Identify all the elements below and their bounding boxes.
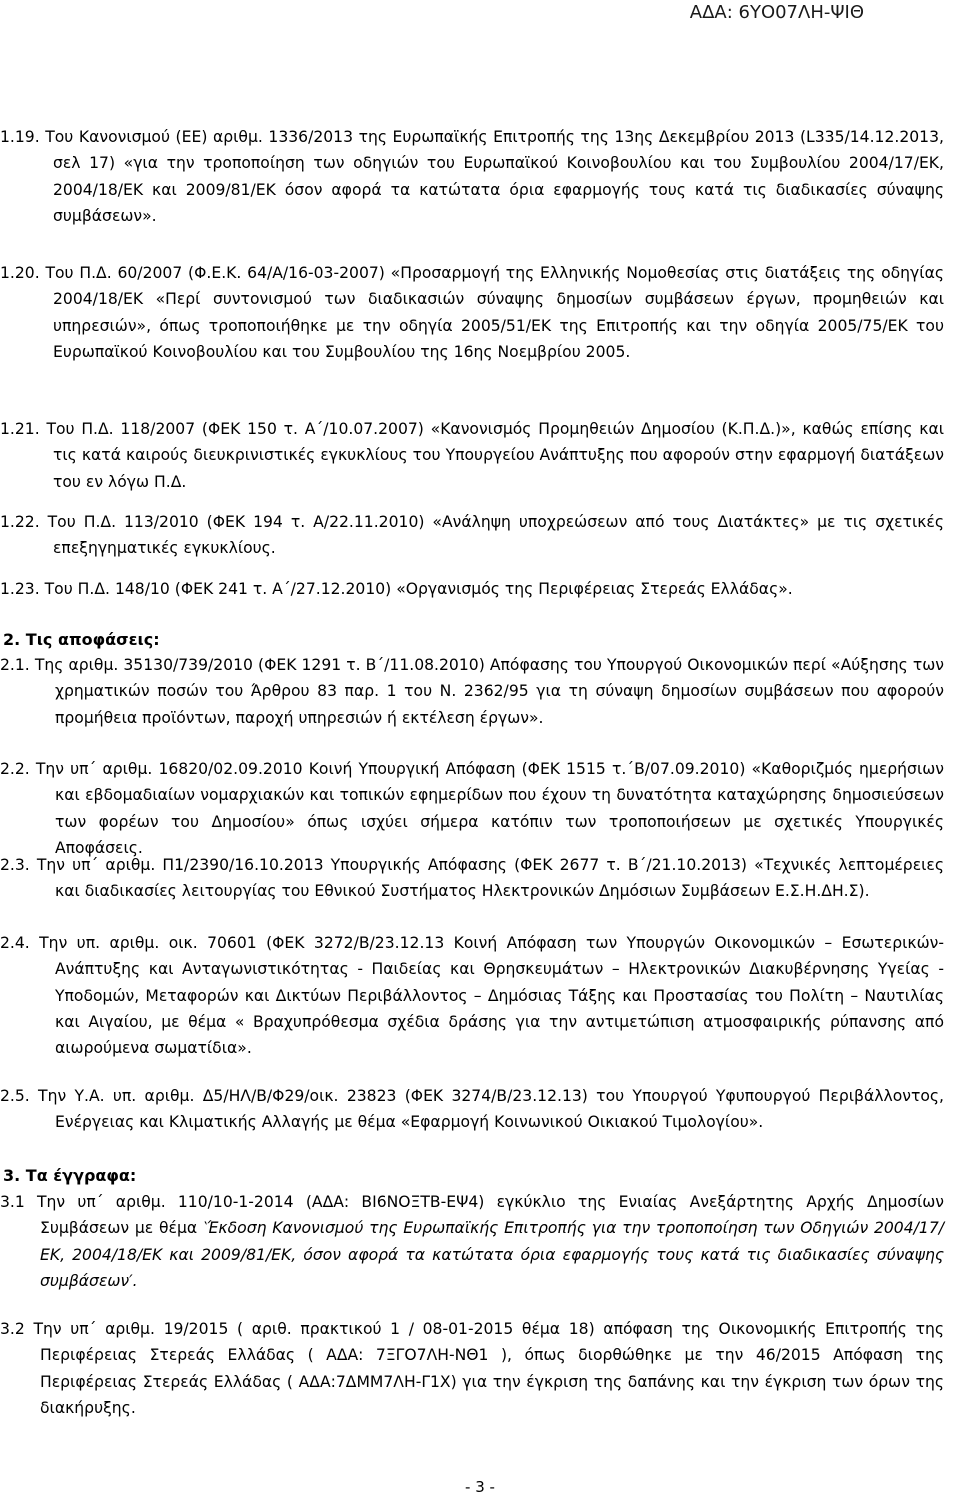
ada-code: ΑΔΑ: 6ΥΟ07ΛΗ-ΨΙΘ <box>689 2 864 23</box>
item-2-3: 2.3. Την υπ΄ αριθμ. Π1/2390/16.10.2013 Υπουργικής Απόφασης (ΦΕΚ 2677 τ. Β΄/21.10.2013) «Τεχνικές λεπτομέρειες και διαδικασίες λειτουργίας του Εθνικού Συστήματος Ηλεκτρονικών Δημόσιων Συμβάσεων Ε.Σ.Η.ΔΗ.Σ). <box>0 856 944 901</box>
item-1-20: 1.20. Του Π.Δ. 60/2007 (Φ.Ε.Κ. 64/Α/16-03-2007) «Προσαρμογή της Ελληνικής Νομοθεσίας στις διατάξεις της οδηγίας 2004/18/ΕΚ «Περί συντονισμού των διαδικασιών σύναψης δημοσίων συμβάσεων έργων, προμηθειών και υπηρεσιών», όπως τροποποιήθηκε με την οδηγία 2005/51/ΕΚ της Επιτροπής και την οδηγία 2005/75/ΕΚ του Ευρωπαϊκού Κοινοβουλίου και του Συμβουλίου της 16ης Νοεμβρίου 2005. <box>0 264 944 361</box>
item-1-21: 1.21. Του Π.Δ. 118/2007 (ΦΕΚ 150 τ. Α΄/10.07.2007) «Κανονισμός Προμηθειών Δημοσίου (Κ.Π.Δ.)», καθώς επίσης και τις κατά καιρούς διευκρινιστικές εγκυκλίους του Υπουργείου Ανάπτυξης που αφορούν στην εφαρμογή διατάξεων του εν λόγω Π.Δ. <box>0 420 944 491</box>
item-1-23: 1.23. Του Π.Δ. 148/10 (ΦΕΚ 241 τ. Α΄/27.12.2010) «Οργανισμός της Περιφέρειας Στερεάς Ελλάδας». <box>0 580 793 598</box>
item-2-5: 2.5. Την Υ.Α. υπ. αριθμ. Δ5/ΗΛ/Β/Φ29/οικ. 23823 (ΦΕΚ 3274/Β/23.12.13) του Υπουργού Υφυπουργού Περιβάλλοντος, Ενέργειας και Κλιματικής Αλλαγής με θέμα «Εφαρμογή Κοινωνικού Οικιακού Τιμολογίου». <box>0 1087 944 1132</box>
item-2-4: 2.4. Την υπ. αριθμ. οικ. 70601 (ΦΕΚ 3272/Β/23.12.13 Κοινή Απόφαση των Υπουργών Οικονομικών – Εσωτερικών- Ανάπτυξης και Ανταγωνιστικότητας - Παιδείας και Θρησκευμάτων – Ηλεκτρονικών Διακυβέρνησης Υγείας - Υποδομών, Μεταφορών και Δικτύων Περιβάλλοντος – Δημόσιας Τάξης και Προστασίας του Πολίτη – Ναυτιλίας και Αιγαίου, με θέμα « Βραχυπρόθεσμα σχέδια δράσης για την αντιμετώπιση ατμοσφαιρικής ρύπανσης από αιωρούμενα σωματίδια». <box>0 934 944 1058</box>
item-1-19: 1.19. Του Κανονισμού (ΕΕ) αριθμ. 1336/2013 της Ευρωπαϊκής Επιτροπής της 13ης Δεκεμβρίου 2013 (L335/14.12.2013, σελ 17) «για την τροποποίηση των οδηγιών του Ευρωπαϊκού Κοινοβουλίου και του Συμβουλίου 2004/17/ΕΚ, 2004/18/ΕΚ και 2009/81/ΕΚ όσον αφορά τα κατώτατα όρια εφαρμογής τους κατά τις διαδικασίες σύναψης συμβάσεων». <box>0 128 944 225</box>
item-3-2: 3.2 Την υπ΄ αριθμ. 19/2015 ( αριθ. πρακτικού 1 / 08-01-2015 θέμα 18) απόφαση της Οικονομικής Επιτροπής της Περιφέρειας Στερεάς Ελλάδας ( ΑΔΑ: 7ΞΓΟ7ΛΗ-ΝΘ1 ), όπως διορθώθηκε με την 46/2015 Απόφαση της Περιφέρειας Στερεάς Ελλάδας ( ΑΔΑ:7ΔΜΜ7ΛΗ-Γ1Χ) για την έγκριση της δαπάνης και την έγκριση των όρων της διακήρυξης. <box>0 1320 944 1417</box>
item-3-1-subject: ‵Έκδοση Κανονισμού της Ευρωπαϊκής Επιτροπής για την τροποποίηση των Οδηγιών 2004/17/ΕΚ, 2004/18/ΕΚ και 2009/81/ΕΚ, όσον αφορά τα κατώτατα όρια εφαρμογής τους κατά τις διαδικασίες σύναψης συμβάσεων′. <box>40 1219 944 1290</box>
section-3-heading: 3. Τα έγγραφα: <box>3 1166 137 1185</box>
item-2-2: 2.2. Την υπ΄ αριθμ. 16820/02.09.2010 Κοινή Υπουργική Απόφαση (ΦΕΚ 1515 τ.΄Β/07.09.2010) «Καθοριζμός ημερήσιων και εβδομαδιαίων νομαρχιακών και τοπικών εφημερίδων που έχουν τη δυνατότητα καταχώρησης δημοσιεύσεων των φορέων του Δημοσίου» όπως ισχύει σήμερα κατόπιν των τροποποιήσεων με σχετικές Υπουργικές Αποφάσεις. <box>0 760 944 857</box>
item-1-22: 1.22. Του Π.Δ. 113/2010 (ΦΕΚ 194 τ. Α/22.11.2010) «Ανάληψη υποχρεώσεων από τους Διατάκτες» με τις σχετικές επεξηγηματικές εγκυκλίους. <box>0 513 944 558</box>
item-3-1 <box>0 1189 944 1294</box>
section-2-heading: 2. Τις αποφάσεις: <box>3 630 160 649</box>
item-3-1-text: 3.1 Την υπ΄ αριθμ. 110/10-1-2014 (ΑΔΑ: ΒΙ6ΝΟΞΤΒ-ΕΨ4) εγκύκλιο της Ενιαίας Ανεξάρτητης Αρχής Δημοσίων Συμβάσεων με θέμα <box>0 1193 944 1238</box>
item-2-1: 2.1. Της αριθμ. 35130/739/2010 (ΦΕΚ 1291 τ. Β΄/11.08.2010) Απόφασης του Υπουργού Οικονομικών περί «Αύξησης των χρηματικών ποσών του Άρθρου 83 παρ. 1 του Ν. 2362/95 για τη σύναψη δημοσίων συμβάσεων που αφορούν προμήθεια προϊόντων, παροχή υπηρεσιών ή εκτέλεση έργων». <box>0 656 944 727</box>
page-number: - 3 - <box>465 1478 495 1496</box>
